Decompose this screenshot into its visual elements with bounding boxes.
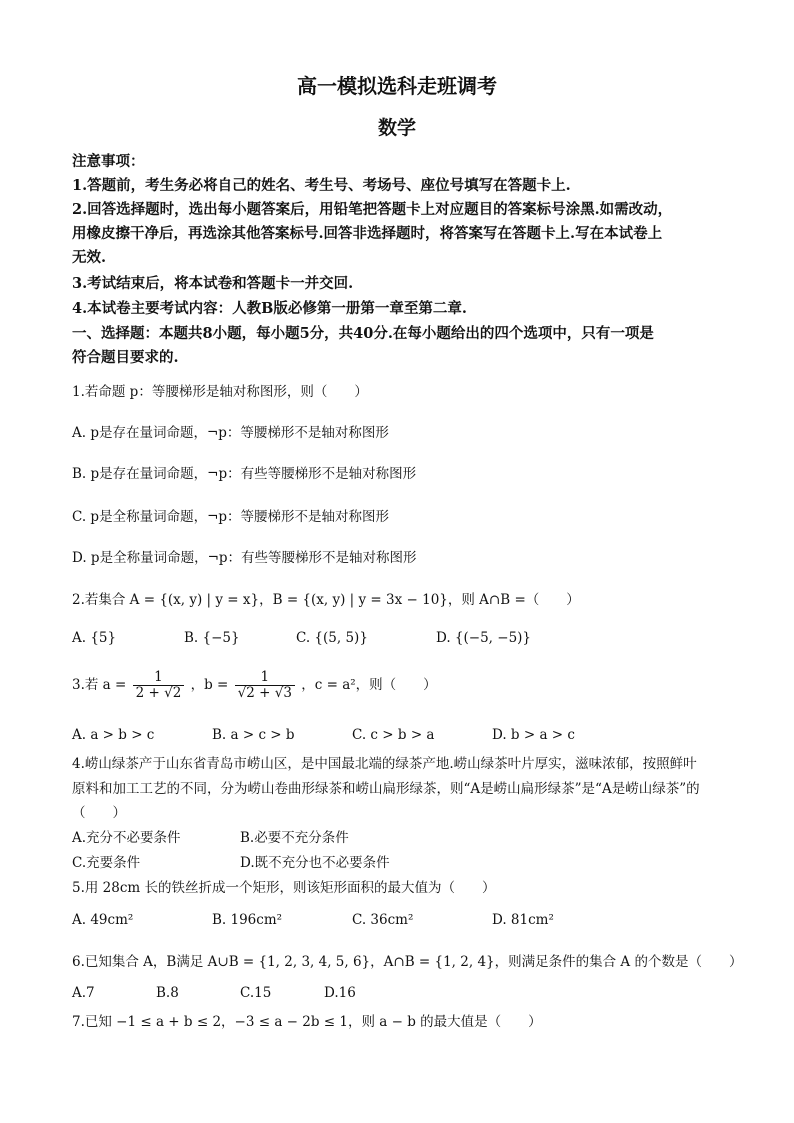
question-3-option-d: D. b > a > c [492, 727, 575, 743]
question-4-line-2: 原料和加工工艺的不同，分为崂山卷曲形绿茶和崂山扁形绿茶，则“A是崂山扁形绿茶”是“A是崂山绿茶”的 [72, 781, 700, 797]
question-4-line-3: （ ） [72, 805, 126, 821]
section-heading-line-2: 符合题目要求的. [72, 349, 179, 366]
question-3-option-c: C. c > b > a [352, 727, 435, 743]
fraction-b-denominator: √2 + √3 [237, 685, 292, 701]
note-4: 4.本试卷主要考试内容：人教B版必修第一册第一章至第二章. [72, 300, 467, 317]
question-2-option-b: B. {−5} [184, 630, 240, 646]
note-2-line-3: 无效. [72, 249, 107, 266]
question-5-option-a: A. 49cm² [72, 912, 134, 928]
question-2-option-d: D. {(−5, −5)} [436, 630, 532, 646]
fraction-a-numerator: 1 [133, 670, 185, 686]
note-2-line-2: 用橡皮擦干净后，再选涂其他答案标号.回答非选择题时，将答案写在答题卡上.写在本试卷上 [72, 225, 663, 242]
question-4-line-1: 4.崂山绿茶产于山东省青岛市崂山区，是中国最北端的绿茶产地.崂山绿茶叶片厚实，滋味浓郁，按照鲜叶 [72, 756, 697, 772]
question-1-option-d: D. p是全称量词命题，¬p：有些等腰梯形不是轴对称图形 [72, 550, 417, 566]
question-5-option-c: C. 36cm² [352, 912, 414, 928]
question-4-option-b: B.必要不充分条件 [240, 830, 349, 846]
question-2-option-a: A. {5} [72, 630, 117, 646]
question-3-option-b: B. a > c > b [212, 727, 295, 743]
question-6-option-a: A.7 [72, 985, 95, 1001]
question-7-stem: 7.已知 −1 ≤ a + b ≤ 2，−3 ≤ a − 2b ≤ 1，则 a − b 的最大值是（ ） [72, 1014, 542, 1030]
note-1: 1.答题前，考生务必将自己的姓名、考生号、考场号、座位号填写在答题卡上. [72, 177, 571, 194]
fraction-a-denominator: 2 + √2 [135, 685, 182, 701]
question-1-stem: 1.若命题 p：等腰梯形是轴对称图形，则（ ） [72, 384, 368, 400]
question-6-stem: 6.已知集合 A，B满足 A∪B = {1, 2, 3, 4, 5, 6}，A∩B = {1, 2, 4}，则满足条件的集合 A 的个数是（ ） [72, 954, 743, 970]
exam-title: 高一模拟选科走班调考 [297, 74, 497, 98]
question-3-suffix: ，c = a²，则（ ） [301, 677, 437, 693]
question-3-stem [72, 670, 437, 701]
question-3-prefix: 3.若 a = [72, 677, 127, 693]
question-5-stem: 5.用 28cm 长的铁丝折成一个矩形，则该矩形面积的最大值为（ ） [72, 880, 496, 896]
question-3-option-a: A. a > b > c [72, 727, 155, 743]
fraction-b [235, 670, 295, 701]
question-4-option-d: D.既不充分也不必要条件 [240, 855, 390, 871]
question-1-option-b: B. p是存在量词命题，¬p：有些等腰梯形不是轴对称图形 [72, 466, 417, 482]
subject-title: 数学 [377, 117, 416, 139]
question-1-option-a: A. p是存在量词命题，¬p：等腰梯形不是轴对称图形 [72, 425, 389, 441]
question-6-option-d: D.16 [324, 985, 356, 1001]
note-3: 3.考试结束后，将本试卷和答题卡一并交回. [72, 275, 354, 292]
question-2-option-c: C. {(5, 5)} [296, 630, 368, 646]
section-heading-line-1: 一、选择题：本题共8小题，每小题5分，共40分.在每小题给出的四个选项中，只有一项是 [72, 325, 654, 342]
note-2-line-1: 2.回答选择题时，选出每小题答案后，用铅笔把答题卡上对应题目的答案标号涂黑.如需改动， [72, 201, 673, 218]
question-5-option-d: D. 81cm² [492, 912, 554, 928]
question-5-option-b: B. 196cm² [212, 912, 283, 928]
fraction-b-numerator: 1 [235, 670, 295, 686]
question-2-stem: 2.若集合 A = {(x, y) | y = x}，B = {(x, y) | y = 3x − 10}，则 A∩B =（ ） [72, 592, 580, 608]
question-1-option-c: C. p是全称量词命题，¬p：等腰梯形不是轴对称图形 [72, 509, 390, 525]
question-6-option-c: C.15 [240, 985, 272, 1001]
question-4-option-a: A.充分不必要条件 [72, 830, 181, 846]
notes-heading: 注意事项： [72, 153, 145, 170]
question-4-option-c: C.充要条件 [72, 855, 141, 871]
fraction-a [133, 670, 185, 701]
question-6-option-b: B.8 [156, 985, 179, 1001]
question-3-mid: ，b = [190, 677, 229, 693]
